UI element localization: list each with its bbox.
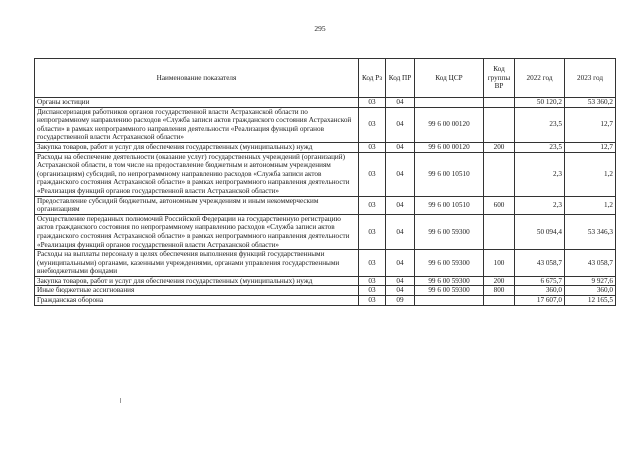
header-pr: Код ПР <box>386 59 415 98</box>
row-csr: 99 6 00 59300 <box>415 214 484 249</box>
header-csr: Код ЦСР <box>415 59 484 98</box>
row-vr <box>484 214 515 249</box>
header-name: Наименование показателя <box>35 59 359 98</box>
row-2022: 23,5 <box>515 107 565 142</box>
row-pr: 04 <box>386 107 415 142</box>
row-csr <box>415 296 484 306</box>
row-vr: 200 <box>484 142 515 152</box>
row-rz: 03 <box>359 276 386 286</box>
table-row <box>35 142 616 152</box>
header-2023: 2023 год <box>565 59 616 98</box>
row-rz: 03 <box>359 142 386 152</box>
row-pr: 04 <box>386 152 415 196</box>
row-csr: 99 6 00 10510 <box>415 152 484 196</box>
row-csr <box>415 98 484 108</box>
row-name: Гражданская оборона <box>35 296 359 306</box>
row-name: Расходы на выплаты персоналу в целях обеспечения выполнения функций государственными (муниципальными) органами, казенными учреждениями, органами управления государственными внебюджетными фондами <box>35 250 359 277</box>
row-2022: 50 120,2 <box>515 98 565 108</box>
row-pr: 04 <box>386 214 415 249</box>
row-vr: 200 <box>484 276 515 286</box>
table-row <box>35 152 616 196</box>
row-pr: 09 <box>386 296 415 306</box>
row-csr: 99 6 00 59300 <box>415 250 484 277</box>
scan-mark <box>120 398 121 403</box>
row-2023: 1,2 <box>565 196 616 214</box>
row-2022: 2,3 <box>515 196 565 214</box>
row-2022: 360,0 <box>515 286 565 296</box>
row-vr <box>484 107 515 142</box>
row-rz: 03 <box>359 214 386 249</box>
row-name: Осуществление переданных полномочий Российской Федерации на государственную регистрацию актов гражданского состояния по непрограммному направлению расходов «Служба записи актов гражданского состояния Астраханской области» в рамках непрограммного направления деятельности «Реализация функций органов государственной власти Астраханской области» <box>35 214 359 249</box>
row-pr: 04 <box>386 286 415 296</box>
row-name: Органы юстиции <box>35 98 359 108</box>
row-rz: 03 <box>359 286 386 296</box>
row-name: Иные бюджетные ассигнования <box>35 286 359 296</box>
row-2022: 17 607,0 <box>515 296 565 306</box>
row-2022: 2,3 <box>515 152 565 196</box>
table-row <box>35 286 616 296</box>
row-vr <box>484 296 515 306</box>
table-row <box>35 214 616 249</box>
row-name: Закупка товаров, работ и услуг для обеспечения государственных (муниципальных) нужд <box>35 142 359 152</box>
row-2023: 1,2 <box>565 152 616 196</box>
header-vr: Код группы ВР <box>484 59 515 98</box>
row-pr: 04 <box>386 250 415 277</box>
row-pr: 04 <box>386 98 415 108</box>
row-2023: 43 058,7 <box>565 250 616 277</box>
row-rz: 03 <box>359 152 386 196</box>
row-2023: 360,0 <box>565 286 616 296</box>
row-name: Расходы на обеспечение деятельности (оказание услуг) государственных учреждений (организаций) Астраханской области, в том числе на предоставление бюджетным и автономным учреждениям (организациям) субсидий, по непрограммному направлению расходов «Служба записи актов гражданского состояния Астраханской области» в рамках непрограммного направления деятельности «Реализация функций органов государственной власти Астраханской области» <box>35 152 359 196</box>
row-rz: 03 <box>359 296 386 306</box>
row-vr: 600 <box>484 196 515 214</box>
table-header-row <box>35 59 616 98</box>
row-name: Закупка товаров, работ и услуг для обеспечения государственных (муниципальных) нужд <box>35 276 359 286</box>
table-row <box>35 250 616 277</box>
row-2023: 12 165,5 <box>565 296 616 306</box>
row-vr: 100 <box>484 250 515 277</box>
row-pr: 04 <box>386 196 415 214</box>
table-row <box>35 107 616 142</box>
row-vr: 800 <box>484 286 515 296</box>
row-csr: 99 6 00 00120 <box>415 142 484 152</box>
row-pr: 04 <box>386 142 415 152</box>
table-row <box>35 196 616 214</box>
header-2022: 2022 год <box>515 59 565 98</box>
header-rz: Код Рз <box>359 59 386 98</box>
row-rz: 03 <box>359 107 386 142</box>
row-2023: 12,7 <box>565 142 616 152</box>
row-pr: 04 <box>386 276 415 286</box>
row-2022: 50 094,4 <box>515 214 565 249</box>
page-number: 295 <box>314 24 326 33</box>
table-row <box>35 98 616 108</box>
row-csr: 99 6 00 10510 <box>415 196 484 214</box>
table-row <box>35 296 616 306</box>
table-row <box>35 276 616 286</box>
row-2023: 12,7 <box>565 107 616 142</box>
row-2022: 6 675,7 <box>515 276 565 286</box>
row-vr <box>484 98 515 108</box>
row-2023: 53 360,2 <box>565 98 616 108</box>
row-2023: 53 346,3 <box>565 214 616 249</box>
row-rz: 03 <box>359 196 386 214</box>
row-csr: 99 6 00 59300 <box>415 276 484 286</box>
budget-table <box>34 58 616 306</box>
row-rz: 03 <box>359 98 386 108</box>
row-2022: 43 058,7 <box>515 250 565 277</box>
row-2023: 9 927,6 <box>565 276 616 286</box>
row-rz: 03 <box>359 250 386 277</box>
row-name: Диспансеризация работников органов государственной власти Астраханской области по непрограммному направлению расходов «Служба записи актов гражданского состояния Астраханской области» в рамках непрограммного направления деятельности «Реализация функций органов государственной власти Астраханской области» <box>35 107 359 142</box>
row-csr: 99 6 00 59300 <box>415 286 484 296</box>
row-csr: 99 6 00 00120 <box>415 107 484 142</box>
row-name: Предоставление субсидий бюджетным, автономным учреждениям и иным некоммерческим организациям <box>35 196 359 214</box>
row-vr <box>484 152 515 196</box>
row-2022: 23,5 <box>515 142 565 152</box>
